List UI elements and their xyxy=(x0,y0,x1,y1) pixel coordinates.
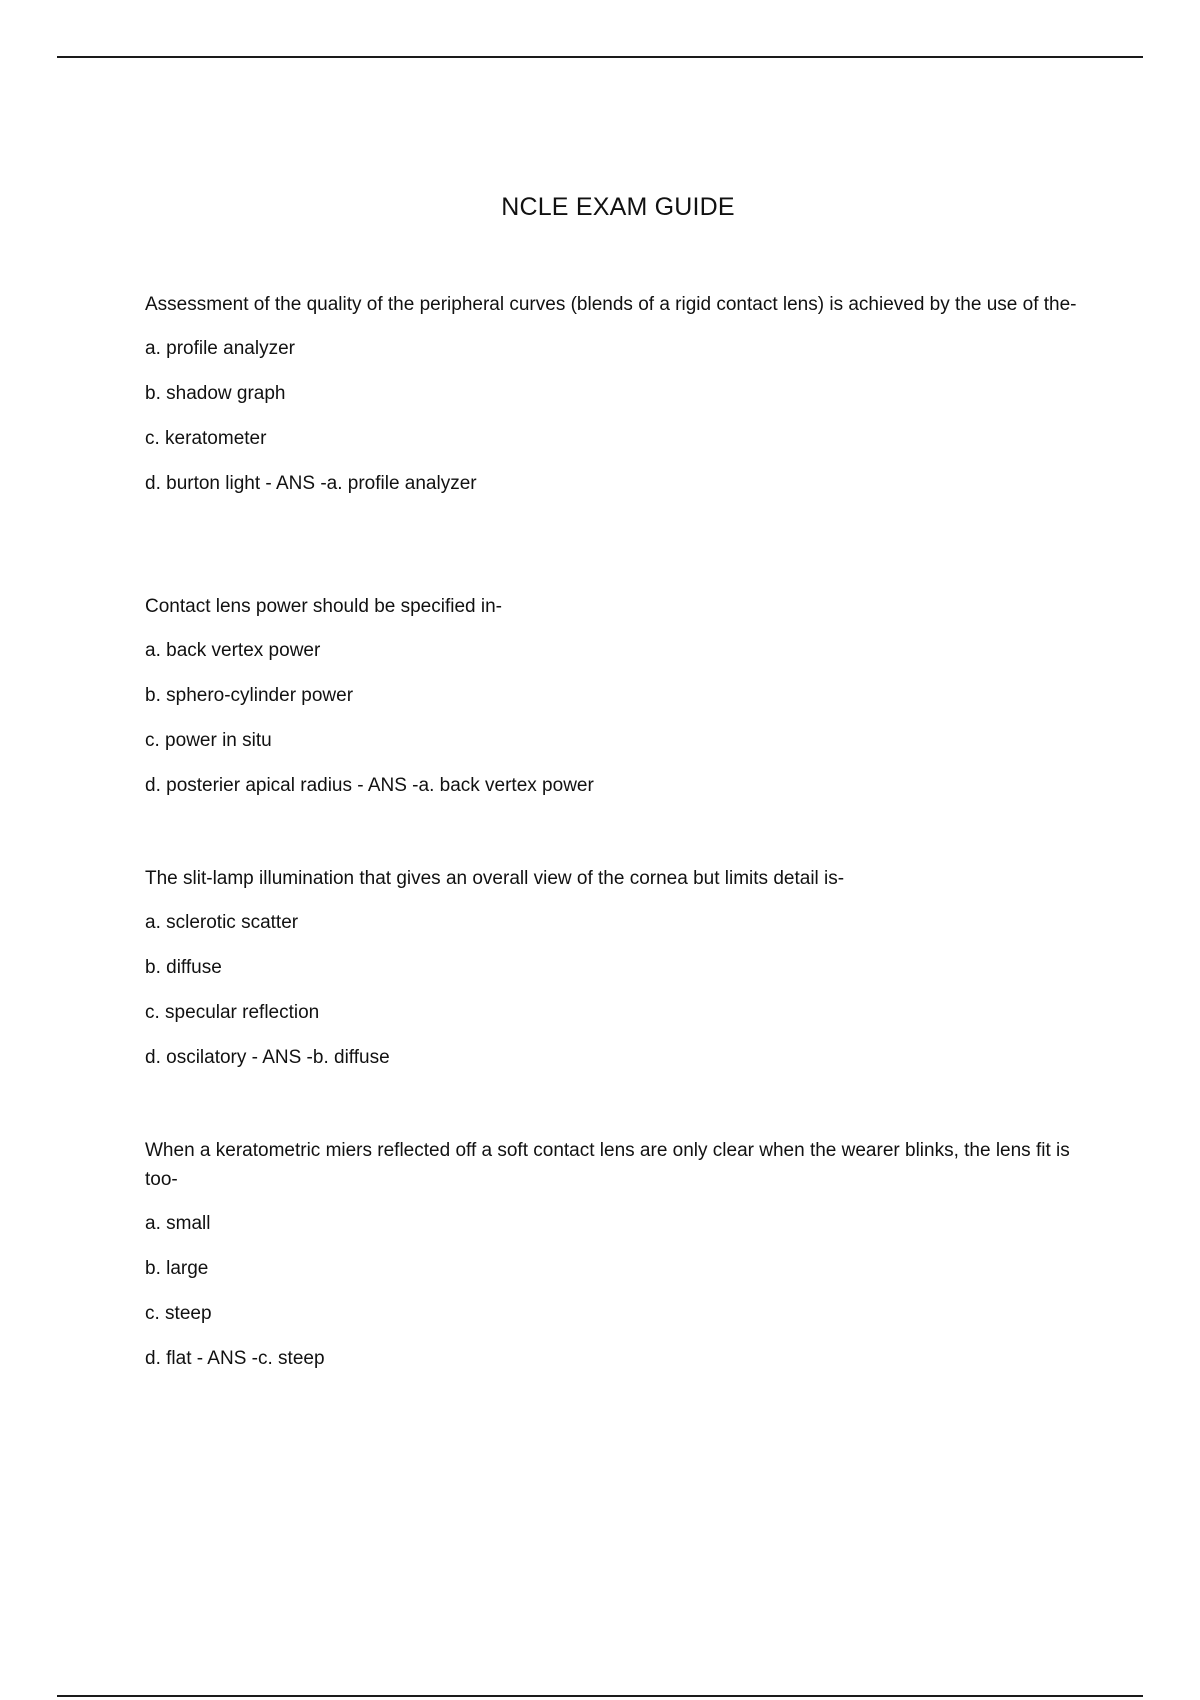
answer-option-c: c. keratometer xyxy=(145,428,267,449)
question-1 xyxy=(145,290,1080,498)
answer-options xyxy=(145,908,1080,1072)
document-title: NCLE EXAM GUIDE xyxy=(501,193,735,221)
question-stem: When a keratometric miers reflected off a soft contact lens are only clear when the wearer blinks, the lens fit is too- xyxy=(145,1140,1070,1190)
answer-option-d-with-answer: d. burton light - ANS -a. profile analyzer xyxy=(145,473,477,494)
answer-option-a: a. back vertex power xyxy=(145,640,321,661)
answer-options xyxy=(145,334,1080,498)
answer-option-d-with-answer: d. flat - ANS -c. steep xyxy=(145,1348,325,1369)
answer-option-c: c. steep xyxy=(145,1303,212,1324)
question-stem: The slit-lamp illumination that gives an overall view of the cornea but limits detail is- xyxy=(145,868,845,889)
answer-option-b: b. shadow graph xyxy=(145,383,286,404)
top-rule xyxy=(57,56,1143,58)
answer-option-a: a. small xyxy=(145,1213,211,1234)
answer-option-b: b. large xyxy=(145,1258,209,1279)
question-4 xyxy=(145,1136,1080,1373)
bottom-rule xyxy=(57,1695,1143,1697)
answer-option-a: a. profile analyzer xyxy=(145,338,295,359)
answer-option-c: c. specular reflection xyxy=(145,1002,320,1023)
question-3 xyxy=(145,864,1080,1072)
answer-option-b: b. sphero-cylinder power xyxy=(145,685,354,706)
answer-options xyxy=(145,1209,1080,1373)
answer-option-d-with-answer: d. oscilatory - ANS -b. diffuse xyxy=(145,1047,390,1068)
question-stem: Contact lens power should be specified in- xyxy=(145,596,502,617)
answer-option-a: a. sclerotic scatter xyxy=(145,912,299,933)
question-stem: Assessment of the quality of the peripheral curves (blends of a rigid contact lens) is achieved by the use of the- xyxy=(145,294,1077,315)
answer-options xyxy=(145,636,1080,800)
answer-option-c: c. power in situ xyxy=(145,730,272,751)
question-2 xyxy=(145,592,1080,800)
answer-option-d-with-answer: d. posterier apical radius - ANS -a. back vertex power xyxy=(145,775,594,796)
answer-option-b: b. diffuse xyxy=(145,957,222,978)
